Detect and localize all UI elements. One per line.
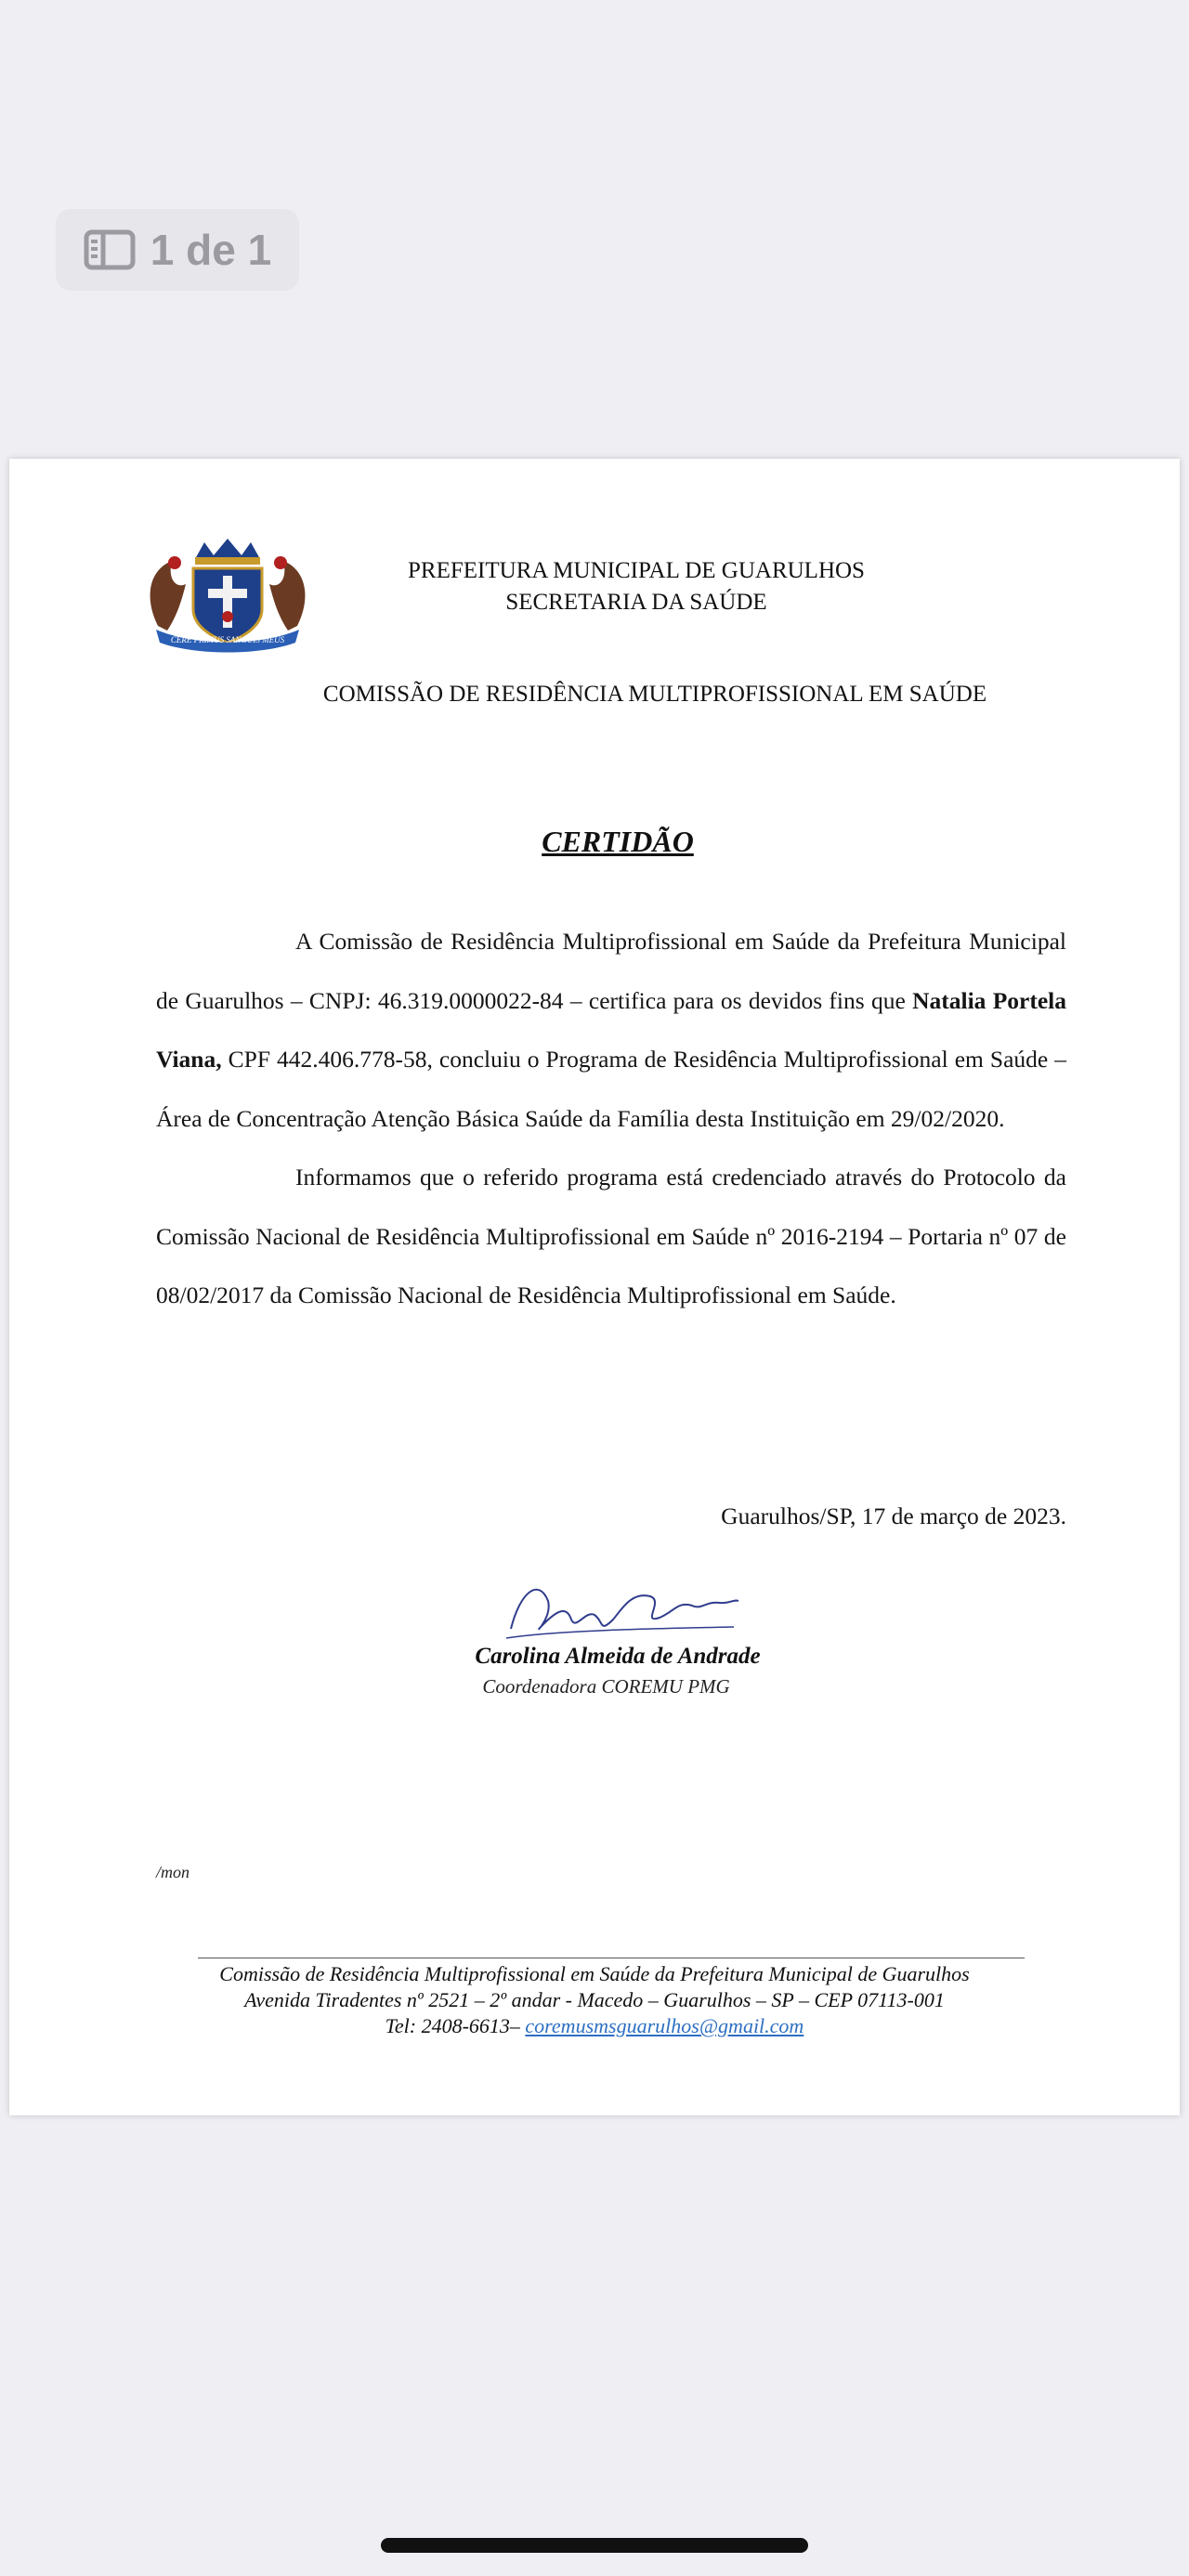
typist-initials: /mon: [156, 1863, 189, 1881]
crest-motto: CERE PRIMUS SANGUIS MEUS: [170, 635, 285, 644]
page-indicator[interactable]: [56, 209, 299, 291]
paragraph-2: Informamos que o referido programa está credenciado através do Protocolo da Comissão Nacional de Residência Multiprofissional em Saúde nº 2016-2194 – Portaria nº 07 de 08/02/2017 da Comissão Nacional de Residência Multiprofissional em Saúde.: [156, 1164, 1066, 1308]
footer-line-1: Comissão de Residência Multiprofissional em Saúde da Prefeitura Municipal de Guarulhos: [219, 1962, 970, 1985]
signer-name: Carolina Almeida de Andrade: [475, 1644, 761, 1669]
certificate-body: [156, 912, 1066, 1325]
page-indicator-label: 1 de 1: [150, 226, 272, 274]
header-line-2: SECRETARIA DA SAÚDE: [505, 590, 767, 615]
handwritten-signature: [502, 1573, 743, 1647]
document-footer: [9, 1961, 1180, 2039]
document-title: CERTIDÃO: [542, 825, 694, 858]
place-date: Guarulhos/SP, 17 de março de 2023.: [721, 1503, 1066, 1529]
commission-heading: COMISSÃO DE RESIDÊNCIA MULTIPROFISSIONAL EM SAÚDE: [322, 682, 987, 707]
certificate-document: [9, 459, 1180, 2115]
footer-phone: Tel: 2408-6613–: [385, 2014, 520, 2037]
header-line-1: PREFEITURA MUNICIPAL DE GUARULHOS: [408, 558, 865, 583]
paragraph-1: A Comissão de Residência Multiprofissional em Saúde da Prefeitura Municipal de Guarulhos – CNPJ: 46.319.0000022-84 – certifica para os devidos fins que Natalia Portela Viana, CPF 442.406.778-58, concluiu o Programa de Residência Multiprofissional em Saúde – Área de Concentração Atenção Básica Saúde da Família desta Instituição em 29/02/2020.: [156, 928, 1066, 1132]
footer-email-link[interactable]: coremusmsguarulhos@gmail.com: [525, 2014, 804, 2037]
home-indicator[interactable]: [381, 2538, 808, 2553]
signer-role: Coordenadora COREMU PMG: [482, 1675, 730, 1698]
footer-line-2: Avenida Tiradentes nº 2521 – 2º andar - Macedo – Guarulhos – SP – CEP 07113-001: [244, 1988, 945, 2011]
recipient-name: Natalia Portela Viana,: [156, 986, 1066, 1073]
sidebar-icon: [84, 229, 136, 270]
institution-header: [260, 555, 1013, 618]
footer-contact: [9, 2013, 1180, 2039]
